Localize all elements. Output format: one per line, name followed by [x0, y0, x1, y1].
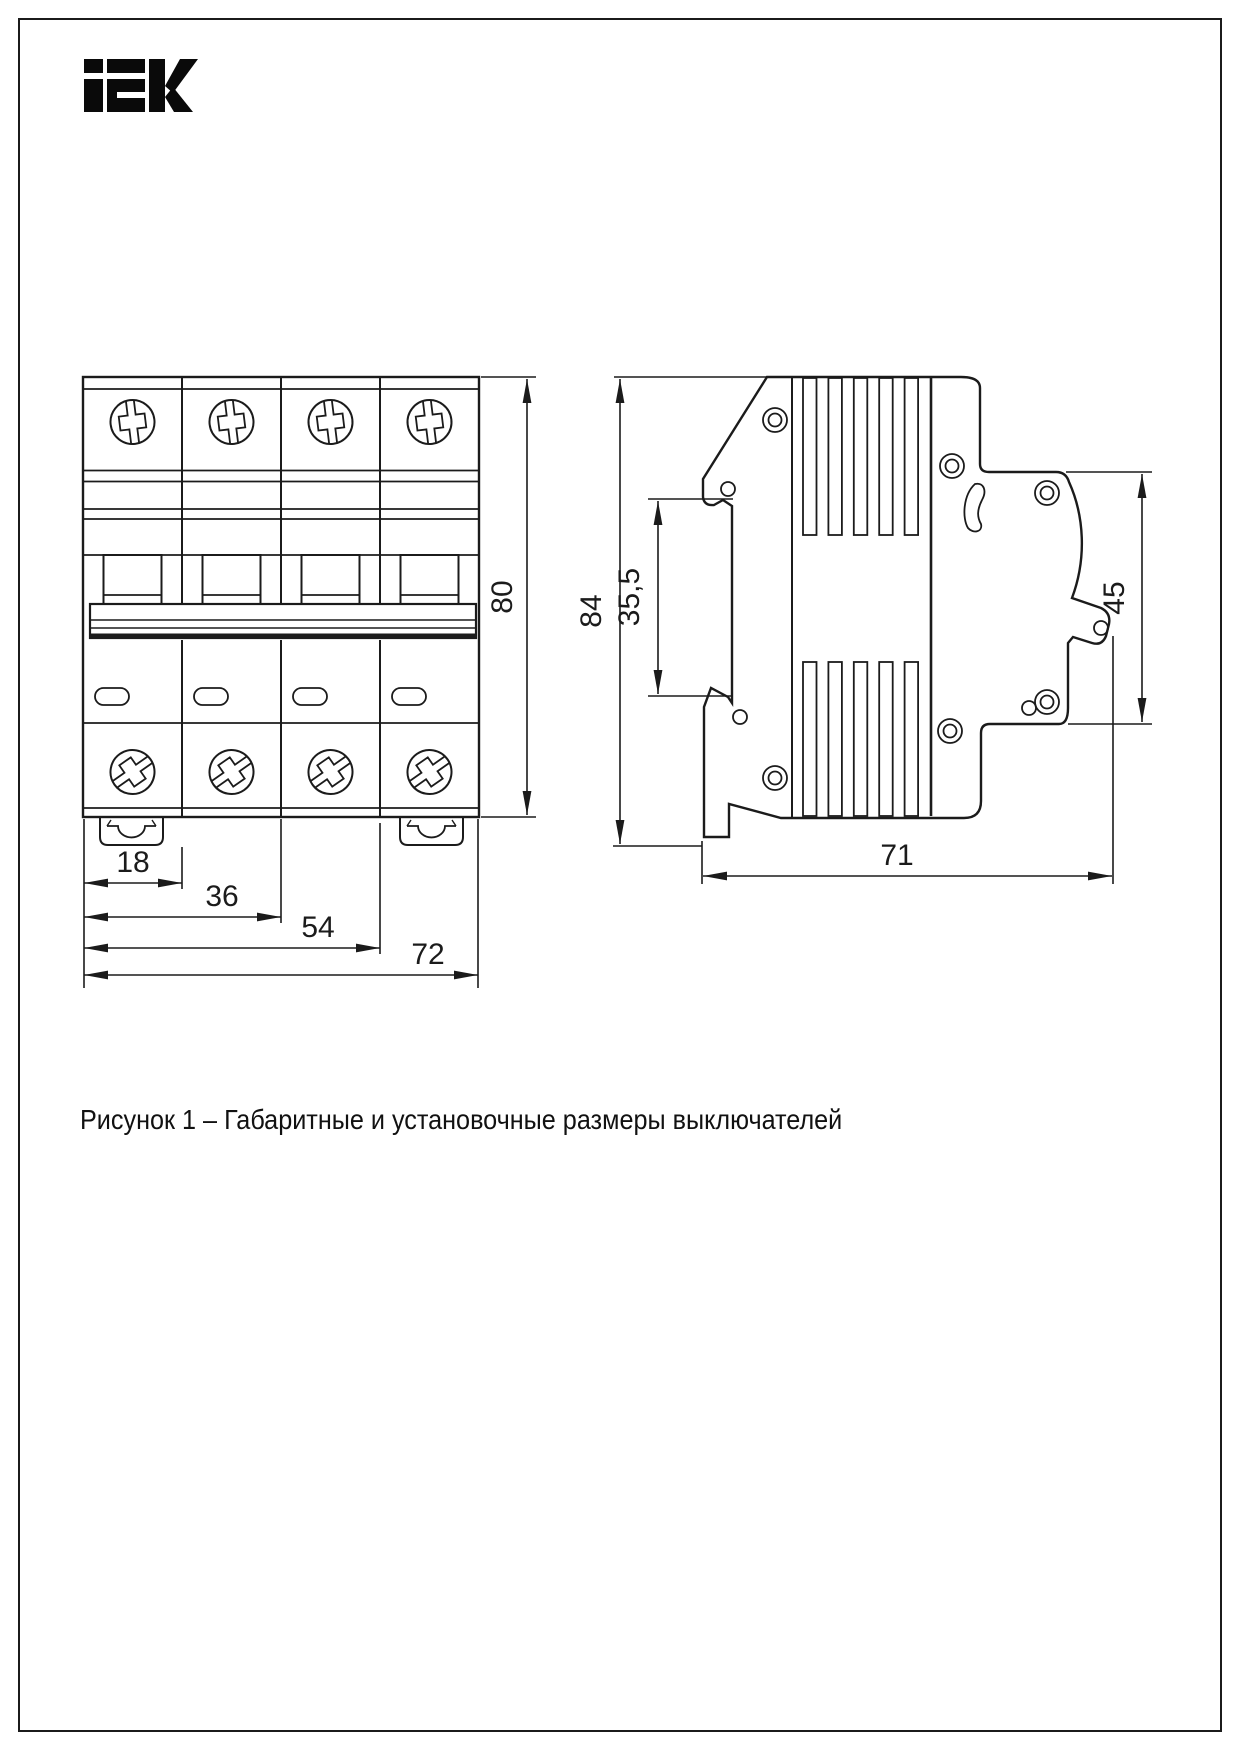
iek-logo [84, 59, 198, 112]
dim-label-36: 36 [205, 880, 239, 913]
side-view-drawing [575, 377, 1152, 884]
dim-label-72: 72 [411, 938, 445, 971]
dim-label-35-5: 35,5 [613, 567, 646, 627]
front-view-drawing [83, 377, 536, 988]
dim-label-84: 84 [575, 594, 608, 628]
figure-caption: Рисунок 1 – Габаритные и установочные размеры выключателей [80, 1104, 843, 1135]
toggle-bar [90, 604, 476, 638]
rail-dimension [613, 499, 733, 696]
side-body-outline [703, 377, 1109, 837]
dim-label-45: 45 [1098, 581, 1131, 615]
dim-label-18: 18 [116, 846, 150, 879]
dim-label-54: 54 [301, 911, 335, 944]
dim-label-71: 71 [880, 839, 914, 872]
dim-label-80: 80 [486, 580, 519, 614]
front-height-dimension [481, 377, 536, 817]
